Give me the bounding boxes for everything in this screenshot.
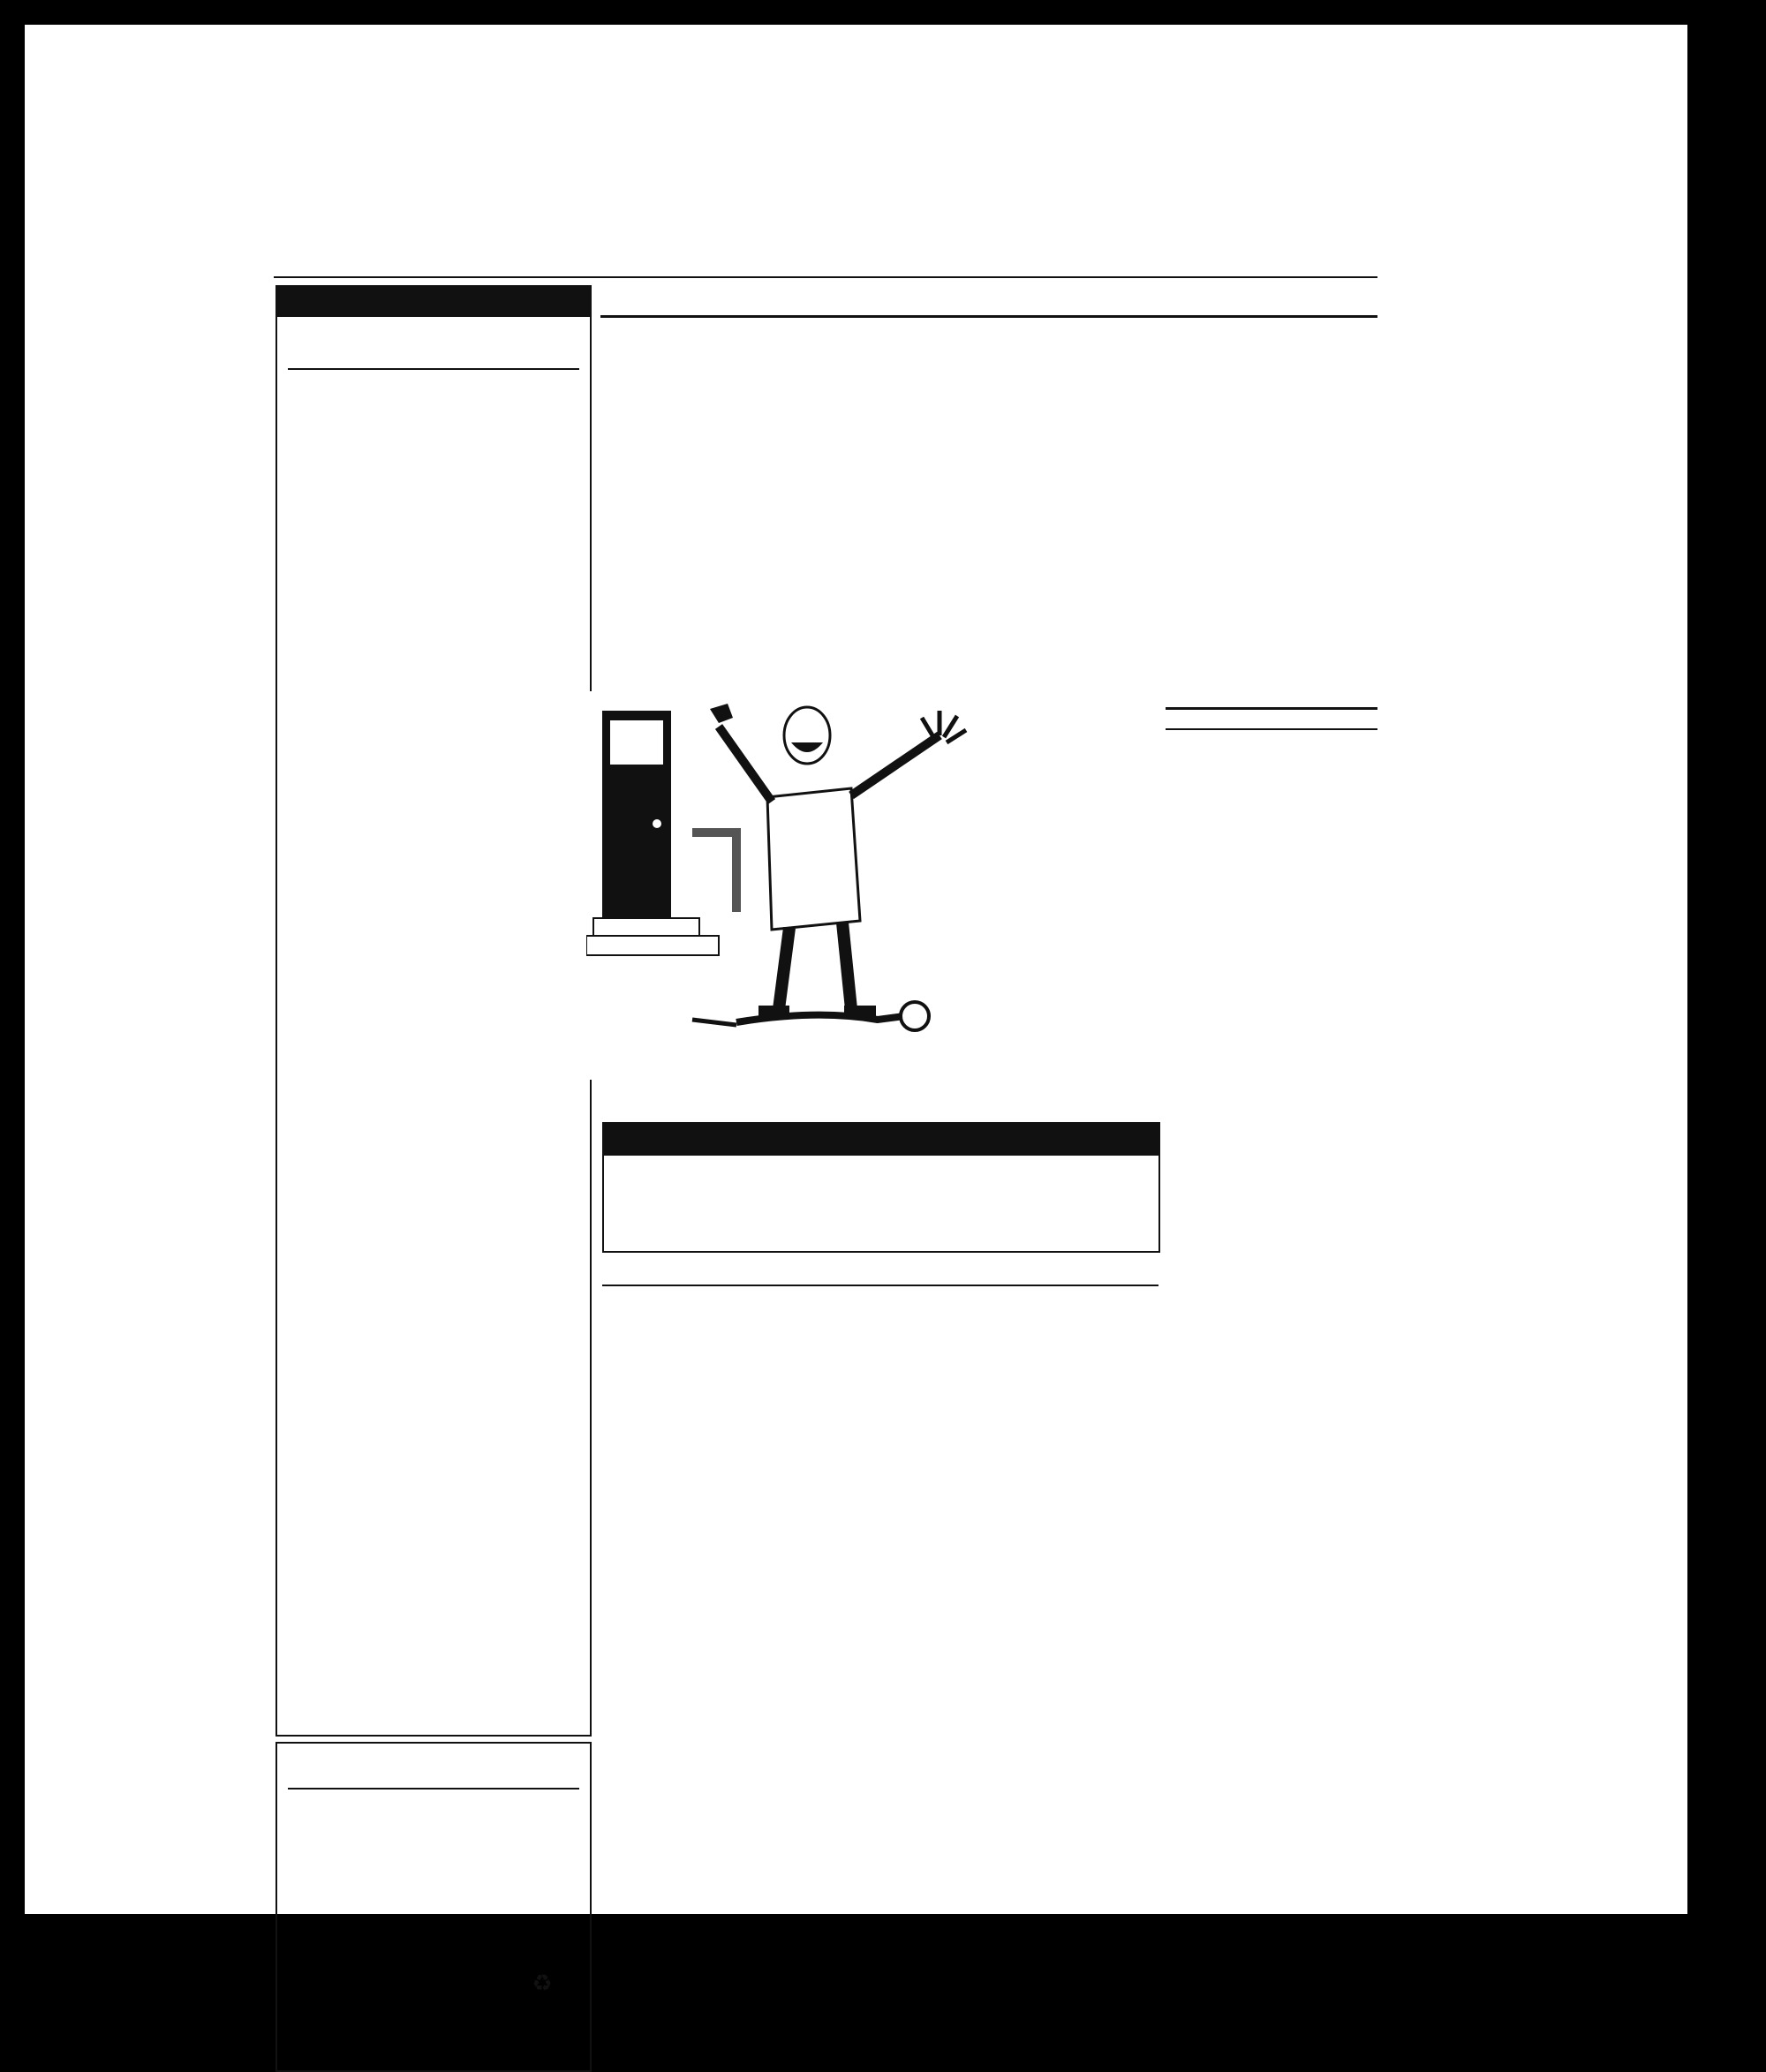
figure-left-arm	[719, 727, 772, 802]
quote-box	[602, 1156, 1160, 1253]
staff-box	[275, 1742, 592, 2072]
cartoon-drawing	[586, 691, 1038, 1080]
step-2	[586, 936, 719, 955]
editorial-box	[275, 285, 592, 1737]
staff-title-rule	[288, 1788, 579, 1789]
quote-label	[602, 1122, 1160, 1156]
headline-rule	[288, 368, 579, 370]
door-sign	[609, 720, 664, 765]
fallen-person	[736, 1015, 904, 1022]
editorial-cartoon	[586, 691, 1038, 1080]
pipe	[692, 833, 736, 912]
scan-sheet	[25, 25, 1687, 1996]
pistol	[710, 704, 733, 723]
yeltsin-rule	[600, 315, 1377, 318]
figure-legs	[779, 923, 851, 1009]
mobius-top-rule	[1166, 707, 1377, 710]
mobius-mid-rule	[1166, 728, 1377, 730]
letters-rule	[602, 1285, 1158, 1286]
newspaper-page	[141, 162, 1418, 1996]
editorial-kicker	[277, 287, 590, 317]
recycle-icon: ♻	[532, 1970, 553, 1996]
step-1	[593, 918, 699, 936]
fallen-arm	[692, 1020, 736, 1025]
masthead-rule	[274, 276, 1377, 278]
fallen-head	[901, 1002, 929, 1030]
figure-head	[784, 707, 830, 764]
door-knob	[653, 819, 661, 828]
figure-shirt	[767, 788, 860, 930]
figure-right-arm	[851, 735, 940, 795]
